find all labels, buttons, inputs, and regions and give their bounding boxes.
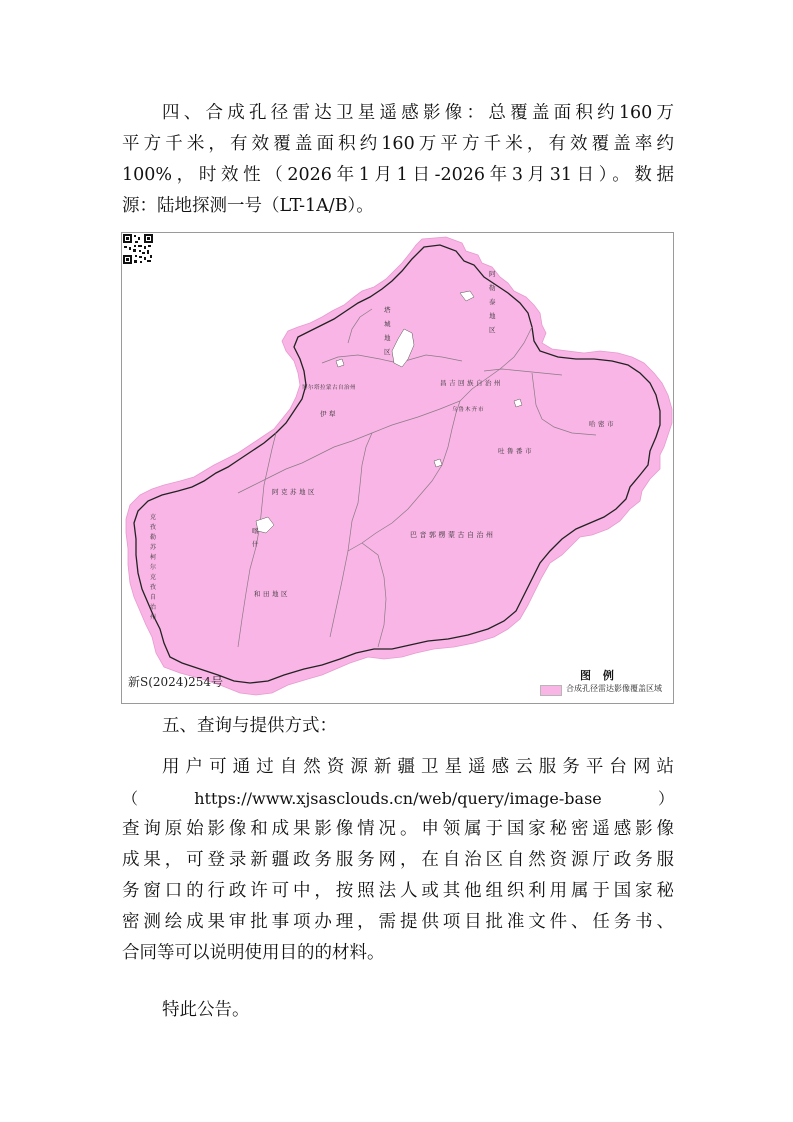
section5-line-2-url: （https://www.xjsasclouds.cn/web/query/image-base） xyxy=(122,789,674,808)
label-hotan: 和田地区 xyxy=(254,590,290,598)
section4-line-1: 四、合成孔径雷达卫星遥感影像：总覆盖面积约160万 xyxy=(162,103,674,123)
section5-line-3: 查询原始影像和成果影像情况。申领属于国家秘密遥感影像 xyxy=(122,819,674,839)
label-kizilsu: 克孜勒苏柯尔克孜自治州 xyxy=(150,514,157,621)
label-aksu: 阿克苏地区 xyxy=(272,488,317,496)
section5-heading-text: 五、查询与提供方式： xyxy=(162,716,337,736)
section5-line-7: 合同等可以说明使用目的的材料。 xyxy=(122,943,385,963)
legend-title: 图 例 xyxy=(580,669,618,682)
coverage-map xyxy=(121,232,674,704)
map-approval-number: 新S(2024)254号 xyxy=(128,675,224,689)
section5-line-4: 成果，可登录新疆政务服务网，在自治区自然资源厅政务服 xyxy=(122,850,674,870)
label-ili: 伊犁 xyxy=(320,410,338,418)
legend-label: 合成孔径雷达影像覆盖区域 xyxy=(566,684,662,693)
label-urumqi: 乌鲁木齐市 xyxy=(452,407,485,413)
label-changji: 昌吉回族自治州 xyxy=(440,379,503,387)
label-bayingolin: 巴音郭楞蒙古自治州 xyxy=(410,531,496,539)
section4-line-4: 源：陆地探测一号（LT-1A/B）。 xyxy=(122,196,374,216)
label-kashgar: 喀什 xyxy=(252,527,259,548)
label-altay: 阿勒泰地区 xyxy=(489,270,496,334)
label-bortala: 博尔塔拉蒙古自治州 xyxy=(302,385,357,391)
qr-code xyxy=(122,233,154,265)
label-hami: 哈密市 xyxy=(589,420,616,428)
section5-line-6: 密测绘成果审批事项办理，需提供项目批准文件、任务书、 xyxy=(122,912,674,932)
label-tacheng: 塔城地区 xyxy=(384,306,391,356)
closing-text: 特此公告。 xyxy=(162,1000,250,1020)
legend-swatch xyxy=(540,685,562,696)
section5-paragraph xyxy=(122,752,674,969)
section4-line-3: 100%，时效性（2026年1月1日-2026年3月31日）。数据 xyxy=(122,165,674,185)
section5-heading xyxy=(122,711,674,742)
section4-line-2: 平方千米，有效覆盖面积约160万平方千米，有效覆盖率约 xyxy=(122,134,674,154)
section5-line-1: 用户可通过自然资源新疆卫星遥感云服务平台网站 xyxy=(162,757,674,777)
coverage-area xyxy=(126,237,672,695)
section4-paragraph xyxy=(122,98,674,222)
closing-paragraph xyxy=(122,995,674,1026)
section5-line-5: 务窗口的行政许可中，按照法人或其他组织利用属于国家秘 xyxy=(122,881,674,901)
map-graphic xyxy=(122,233,673,703)
label-turpan: 吐鲁番市 xyxy=(498,447,534,455)
